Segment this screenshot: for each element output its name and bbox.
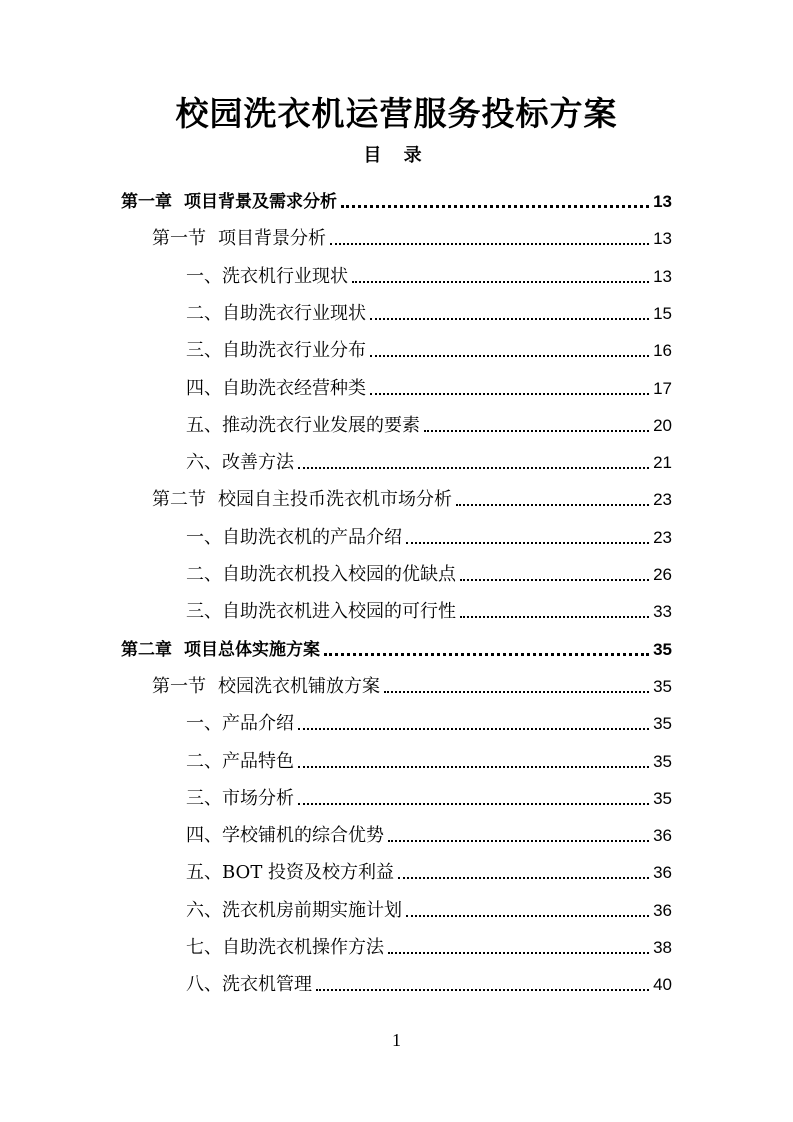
toc-entry-prefix: 一、 [186,713,222,735]
toc-entry-item[interactable] [186,328,672,365]
toc-entry-prefix: 二、 [186,302,222,324]
toc-entry-prefix: 五、 [186,862,222,884]
dot-leader [460,616,649,618]
toc-entry-page: 16 [653,341,672,361]
dot-leader [298,467,649,469]
toc-entry-label [152,225,326,253]
toc-entry-text: 自助洗衣机投入校园的优缺点 [222,564,456,585]
toc-entry-item[interactable] [186,440,672,477]
toc-entry-page: 35 [653,676,672,696]
toc-entry-label [186,412,420,440]
toc-entry-page: 13 [653,192,672,211]
toc-entry-label [186,822,384,850]
toc-entry-text: 产品介绍 [222,713,294,735]
toc-heading: 目 录 [363,145,430,166]
toc-entry-prefix: 七、 [186,937,222,958]
toc-entry-text: 推动洗衣行业发展的要素 [222,414,420,436]
dot-leader [460,579,649,581]
toc-entry-item[interactable] [186,589,672,626]
toc-entry-label [186,598,456,626]
toc-entry-prefix: 三、 [186,787,222,809]
dot-leader [388,952,649,954]
toc-entry-label [186,263,348,291]
toc-entry-text: 产品特色 [222,750,294,772]
page-number: 1 [392,1030,401,1050]
toc-entry-prefix: 二、 [186,750,222,772]
toc-entry-text: 改善方法 [222,452,294,474]
toc-entry-text: 自助洗衣行业现状 [222,302,366,324]
toc-entry-prefix: 四、 [186,377,222,399]
toc-entry-item[interactable] [186,962,672,999]
toc-entry-text: 校园洗衣机铺放方案 [218,675,380,697]
toc-entry-label [186,934,384,962]
toc-entry-label [186,897,402,925]
dot-leader [370,318,649,320]
toc-entry-page: 23 [653,527,672,547]
toc-entry-prefix: 八、 [186,974,222,996]
toc-entry-item[interactable] [186,403,672,440]
toc-entry-page: 23 [653,490,672,510]
toc-entry-item[interactable] [186,515,672,552]
toc-entry-prefix: 第二章 [121,639,172,660]
toc-entry-text: 市场分析 [222,787,294,809]
toc-entry-label [186,561,456,589]
toc-entry-prefix: 第一节 [152,228,206,250]
toc-entry-text: 自助洗衣机的产品介绍 [222,526,402,548]
toc-entry-item[interactable] [186,701,672,738]
dot-leader [316,989,649,991]
toc-entry-text: 自助洗衣行业分布 [222,340,366,362]
toc-entry-page: 21 [653,453,672,473]
dot-leader [398,877,649,879]
toc-entry-label [186,524,402,552]
dot-leader [341,205,649,208]
toc-entry-text: 校园自主投币洗衣机市场分析 [218,489,452,511]
toc-entry-prefix: 一、 [186,265,222,287]
toc-entry-item[interactable] [186,813,672,850]
toc-entry-item[interactable] [186,366,672,403]
toc-entry-prefix: 第一章 [121,192,172,212]
toc-entry-prefix: 第二节 [152,489,206,511]
toc-entry-chapter[interactable] [121,627,672,664]
toc-entry-label [121,188,337,216]
toc-entry-prefix: 二、 [186,564,222,585]
toc-entry-item[interactable] [186,291,672,328]
toc-entry-prefix: 六、 [186,899,222,921]
toc-entry-prefix: 一、 [186,526,222,548]
toc-entry-page: 35 [653,639,672,659]
toc-entry-item[interactable] [186,925,672,962]
toc-entry-page: 36 [653,826,672,846]
toc-entry-page: 38 [653,938,672,957]
toc-entry-item[interactable] [186,776,672,813]
toc-entry-item[interactable] [186,739,672,776]
toc-entry-page: 40 [653,975,672,995]
toc-entry-page: 20 [653,415,672,435]
toc-entry-text: 自助洗衣机操作方法 [222,937,384,958]
toc-entry-page: 15 [653,303,672,323]
toc-entry-text: 自助洗衣机进入校园的可行性 [222,601,456,623]
toc-entry-item[interactable] [186,850,672,887]
toc-entry-section[interactable] [152,664,672,701]
toc-entry-text: 学校铺机的综合优势 [222,825,384,847]
dot-leader [456,504,649,506]
dot-leader [406,915,649,917]
dot-leader [370,393,649,395]
toc-entry-prefix: 四、 [186,825,222,847]
toc-entry-prefix: 三、 [186,601,222,623]
toc-entry-label [152,673,380,701]
toc-entry-section[interactable] [152,216,672,253]
toc-entry-item[interactable] [186,888,672,925]
toc-entry-text: 项目背景分析 [218,228,326,250]
toc-entry-page: 26 [653,565,672,584]
dot-leader [388,840,649,842]
toc-entry-chapter[interactable] [121,179,672,216]
toc-entry-label [186,785,294,813]
toc-entry-label [186,971,312,999]
toc-entry-page: 13 [653,266,672,286]
dot-leader [298,803,649,805]
toc-entry-text: 自助洗衣经营种类 [222,377,366,399]
toc-entry-label [186,710,294,738]
dot-leader [324,653,649,656]
toc-entry-item[interactable] [186,552,672,589]
toc-entry-prefix: 三、 [186,340,222,362]
toc-entry-label [186,375,366,403]
toc-entry-page: 17 [653,378,672,398]
toc-entry-label [152,486,452,514]
toc-entry-page: 35 [653,751,672,771]
toc-entry-section[interactable] [152,477,672,514]
toc-entry-item[interactable] [186,254,672,291]
toc-entry-text: 洗衣机管理 [222,974,312,996]
dot-leader [406,542,649,544]
dot-leader [370,355,649,357]
toc-entry-prefix: 五、 [186,414,222,436]
toc-entry-text: 项目总体实施方案 [184,639,320,660]
toc-entry-page: 36 [653,863,672,883]
toc-entry-text: 洗衣机行业现状 [222,265,348,287]
toc-entry-page: 36 [653,900,672,920]
toc-entry-text: BOT 投资及校方利益 [222,862,395,884]
dot-leader [298,766,649,768]
toc-entry-page: 33 [653,602,672,622]
toc-entry-text: 项目背景及需求分析 [184,192,337,212]
dot-leader [352,281,649,283]
toc-entry-label [186,449,294,477]
toc-entry-prefix: 六、 [186,452,222,474]
dot-leader [298,728,649,730]
toc-entry-label [186,748,294,776]
dot-leader [330,243,649,245]
document-title: 校园洗衣机运营服务投标方案 [175,94,618,133]
dot-leader [424,430,649,432]
toc-entry-label [186,337,366,365]
dot-leader [384,691,649,693]
toc-entry-label [186,300,366,328]
toc-entry-label [186,859,394,887]
toc-entry-page: 35 [653,788,672,808]
toc-entry-text: 洗衣机房前期实施计划 [222,899,402,921]
toc-entry-page: 13 [653,229,672,249]
toc-entry-label [121,636,320,664]
toc-entry-page: 35 [653,714,672,734]
toc-entry-prefix: 第一节 [152,675,206,697]
